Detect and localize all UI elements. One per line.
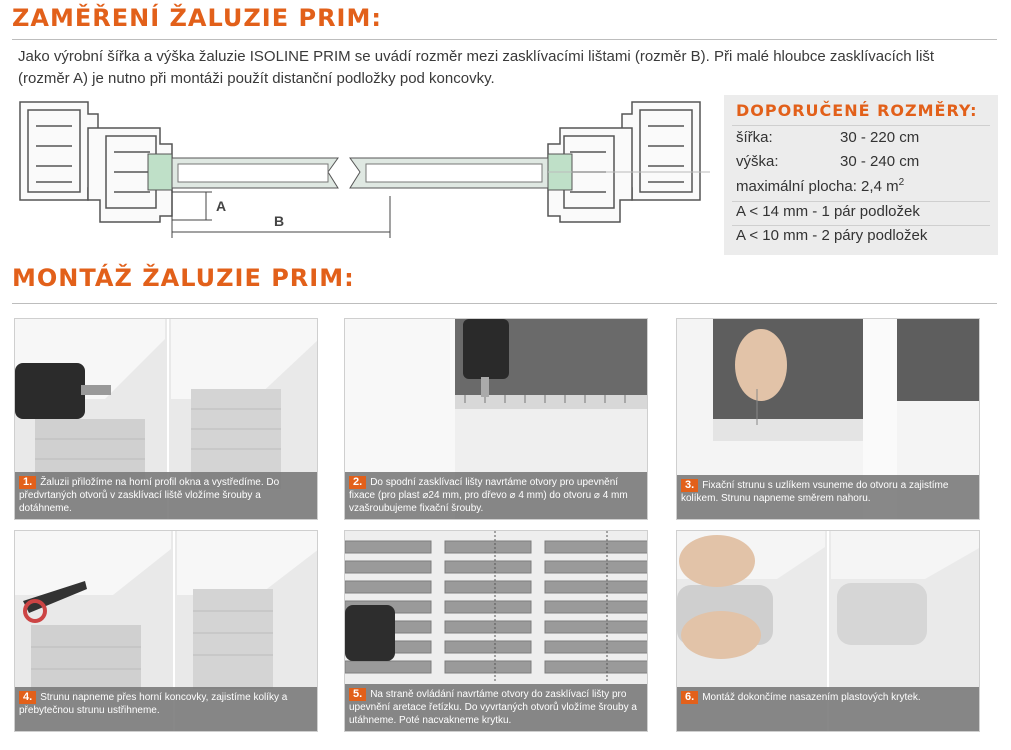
- step-1-text: Žaluzii přiložíme na horní profil okna a vystředíme. Do předvrtaných otvorů v zasklívací liště vložíme šrouby a dotáhneme.: [19, 477, 280, 514]
- height-label: výška:: [736, 153, 779, 170]
- height-value: 30 - 240 cm: [840, 153, 920, 170]
- dimension-b-label: B: [274, 213, 285, 229]
- width-row: [736, 129, 920, 146]
- step-1-number: 1.: [19, 476, 36, 489]
- step-3-caption: [677, 475, 979, 519]
- step-1-caption: [15, 472, 317, 519]
- step-card-3: [676, 318, 980, 520]
- divider: [732, 201, 990, 202]
- step-6-number: 6.: [681, 691, 698, 704]
- step-card-5: [344, 530, 648, 732]
- recommended-title: DOPORUČENÉ ROZMĚRY:: [736, 101, 978, 120]
- height-row: [736, 153, 920, 170]
- width-value: 30 - 220 cm: [840, 129, 920, 146]
- divider: [12, 303, 997, 304]
- shim-note-2: A < 10 mm - 2 páry podložek: [736, 227, 928, 244]
- step-4-text: Strunu napneme přes horní koncovky, zajistíme kolíky a přebytečnou strunu ustřihneme.: [19, 692, 288, 716]
- divider: [732, 225, 990, 226]
- dimension-a-label: A: [216, 198, 227, 214]
- recommended-dimensions-box: [724, 95, 998, 255]
- step-6-text: Montáž dokončíme nasazením plastových krytek.: [702, 692, 921, 703]
- step-6-caption: [677, 687, 979, 731]
- area-row: [736, 177, 904, 195]
- step-2-text: Do spodní zasklívací lišty navrtáme otvory pro upevnění fixace (pro plast ⌀24 mm, pro dřevo ⌀ 4 mm) do otvoru ⌀ 4 mm vzašroubujeme fixační šrouby.: [349, 477, 628, 514]
- shim-note-1: A < 14 mm - 1 pár podložek: [736, 203, 920, 220]
- step-5-number: 5.: [349, 688, 366, 701]
- divider: [732, 125, 990, 126]
- step-2-number: 2.: [349, 476, 366, 489]
- step-5-text: Na straně ovládání navrtáme otvory do zasklívací lišty pro upevnění aretace řetízku. Do vyvrtaných otvorů vložíme šrouby a utáhneme. Poté nacvakneme krytku.: [349, 689, 637, 726]
- step-card-2: [344, 318, 648, 520]
- section-title-mounting: MONTÁŽ ŽALUZIE PRIM:: [12, 264, 355, 292]
- step-5-caption: [345, 684, 647, 731]
- step-4-number: 4.: [19, 691, 36, 704]
- area-unit-superscript: 2: [898, 177, 905, 188]
- step-card-4: [14, 530, 318, 732]
- window-profile-diagram: [10, 96, 710, 246]
- step-card-6: [676, 530, 980, 732]
- width-label: šířka:: [736, 129, 773, 146]
- step-3-number: 3.: [681, 479, 698, 492]
- step-4-caption: [15, 687, 317, 731]
- step-2-caption: [345, 472, 647, 519]
- section-title-measurement: ZAMĚŘENÍ ŽALUZIE PRIM:: [12, 4, 382, 32]
- intro-paragraph: Jako výrobní šířka a výška žaluzie ISOLINE PRIM se uvádí rozměr mezi zasklívacími lištami (rozměr B). Při malé hloubce zasklívacích lišt (rozměr A) je nutno při montáži použít distanční podložky pod koncovky.: [18, 48, 935, 87]
- divider: [12, 39, 997, 40]
- step-3-text: Fixační strunu s uzlíkem vsuneme do otvoru a zajistíme kolíkem. Strunu napneme směrem nahoru.: [681, 480, 949, 504]
- area-label: maximální plocha: 2,4 m: [736, 178, 899, 195]
- step-card-1: [14, 318, 318, 520]
